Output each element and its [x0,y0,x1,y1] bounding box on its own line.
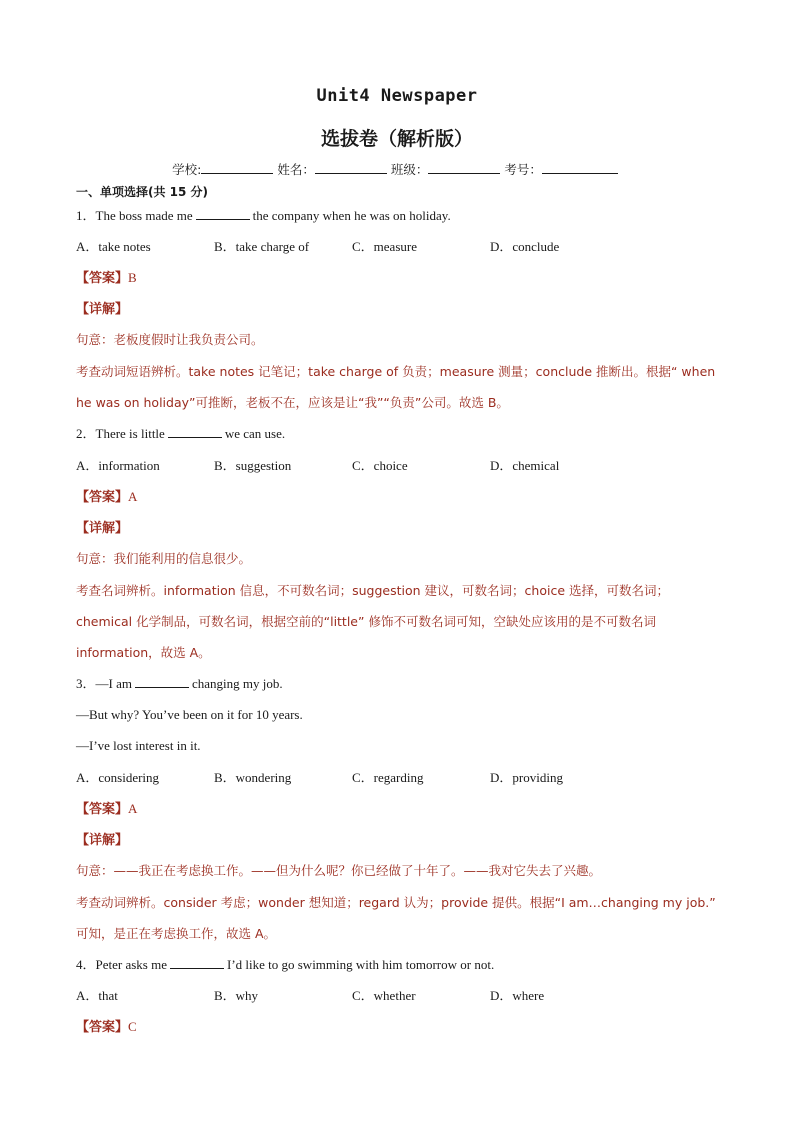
question-3-dialog-line-1: —But why? You’ve been on it for 10 years. [76,707,303,722]
class-label: 班级： [390,162,429,177]
document-subtitle: 选拔卷（解析版） [320,128,473,150]
question-2-stem: 2．There is little we can use. [76,423,726,445]
question-1-stem: 1．The boss made me the company when he was on holiday. [76,205,726,227]
option-d: D．conclude [490,239,560,254]
question-2-explanation-line-1: 考查名词辨析。information 信息，不可数名词；suggestion 建议，可数名词；choice 选择，可数名词； [76,583,669,598]
question-3-detail-label: 【详解】 [76,833,129,848]
question-2-meaning: 句意：我们能利用的信息很少。 [76,551,252,566]
question-1-blank [196,205,250,220]
answer-label: 【答案】 [76,1020,129,1035]
exam-no-label: 考号： [504,162,542,177]
question-1-detail-label: 【详解】 [76,302,129,317]
option-c: C．measure [352,239,417,254]
question-3-stem: 3．—I am changing my job. [76,673,726,695]
answer-label: 【答案】 [76,271,129,286]
question-3-dialog-line-2: —I’ve lost interest in it. [76,738,201,753]
question-4-options [76,985,726,1007]
question-3-answer [76,798,726,820]
question-2-explanation-line-3: information，故选 A。 [76,645,211,660]
section-heading: 一、单项选择(共 15 分) [76,185,209,199]
option-d: D．where [490,988,545,1003]
question-1-answer [76,267,726,289]
answer-value: A [128,489,138,504]
option-c: C．whether [352,988,416,1003]
question-3-explanation-line-1: 考查动词辨析。consider 考虑；wonder 想知道；regard 认为；provide 提供。根据“I am…changing my job.” [76,895,716,910]
option-d: D．providing [490,770,563,785]
option-b: B．suggestion [214,458,292,473]
document-title: Unit4 Newspaper [316,86,478,106]
question-3-explanation-line-2: 可知，是正在考虑换工作，故选 A。 [76,926,277,941]
answer-label: 【答案】 [76,490,129,505]
option-a: A．take notes [76,239,151,254]
option-d: D．chemical [490,458,560,473]
question-2-explanation-line-2: chemical 化学制品，可数名词，根据空前的“little” 修饰不可数名词可知，空缺处应该用的是不可数名词 [76,614,656,629]
question-1-explanation-line-1: 考查动词短语辨析。take notes 记笔记；take charge of 负责；measure 测量；conclude 推断出。根据“ when [76,364,716,379]
question-1-explanation-line-2: he was on holiday”可推断，老板不在，应该是让“我”“负责”公司。故选 B。 [76,395,509,410]
option-a: A．information [76,458,160,473]
option-b: B．why [214,988,259,1003]
question-3-options [76,767,726,789]
option-c: C．choice [352,458,408,473]
question-1-meaning: 句意：老板度假时让我负责公司。 [76,332,264,347]
question-4-answer [76,1016,726,1038]
school-field[interactable] [201,161,273,174]
answer-value: A [128,801,138,816]
name-field[interactable] [315,161,387,174]
class-field[interactable] [428,161,500,174]
question-1-options [76,236,726,258]
option-b: B．take charge of [214,239,310,254]
school-label: 学校: [172,162,202,177]
option-b: B．wondering [214,770,292,785]
question-3-blank [135,673,189,688]
question-4-blank [170,954,224,969]
option-a: A．that [76,988,118,1003]
question-4-stem: 4．Peter asks me I’d like to go swimming with him tomorrow or not. [76,954,726,976]
name-label: 姓名： [277,162,315,177]
answer-label: 【答案】 [76,802,129,817]
option-c: C．regarding [352,770,424,785]
question-2-detail-label: 【详解】 [76,521,129,536]
option-a: A．considering [76,770,160,785]
exam-no-field[interactable] [542,161,618,174]
answer-value: C [128,1019,137,1034]
question-2-options [76,455,726,477]
question-3-meaning: 句意：——我正在考虑换工作。——但为什么呢？你已经做了十年了。——我对它失去了兴趣。 [76,863,602,878]
question-2-blank [168,423,222,438]
question-2-answer [76,486,726,508]
student-info-line [0,160,794,178]
answer-value: B [128,270,137,285]
